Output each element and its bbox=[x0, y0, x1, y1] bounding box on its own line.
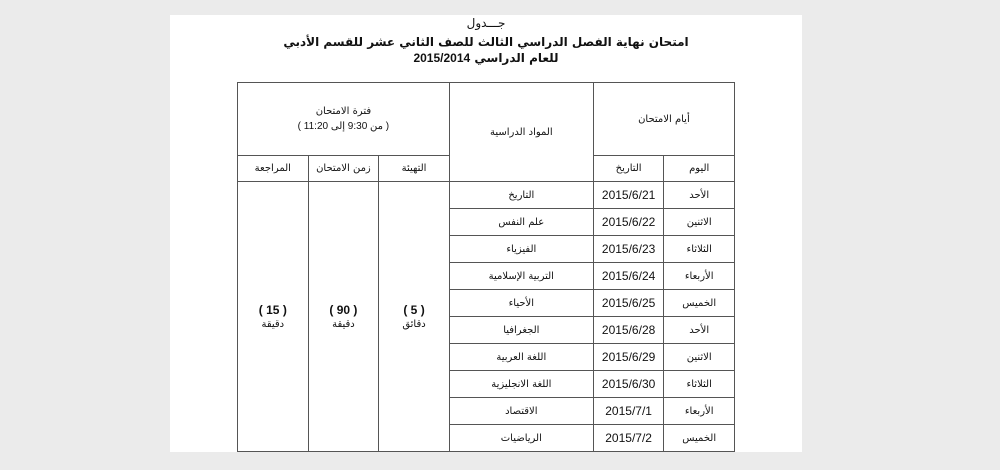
duration-value: ( 90 ) bbox=[329, 303, 358, 317]
date-cell: 2015/6/21 bbox=[593, 182, 664, 209]
exam-schedule-table bbox=[237, 82, 735, 452]
title-year: 2015/2014 bbox=[413, 51, 471, 65]
day-cell: الأحد bbox=[664, 182, 735, 209]
date-cell: 2015/6/29 bbox=[593, 344, 664, 371]
date-cell: 2015/7/1 bbox=[593, 398, 664, 425]
table-row bbox=[238, 182, 735, 209]
day-cell: الثلاثاء bbox=[664, 236, 735, 263]
preparation-value: ( 5 ) bbox=[403, 303, 425, 317]
subject-cell: التاريخ bbox=[449, 182, 593, 209]
date-cell: 2015/6/23 bbox=[593, 236, 664, 263]
header-day: اليوم bbox=[664, 156, 735, 182]
date-cell: 2015/6/24 bbox=[593, 263, 664, 290]
day-cell: الأربعاء bbox=[664, 263, 735, 290]
duration-unit: دقيقة bbox=[332, 319, 355, 330]
subject-cell: اللغة العربية bbox=[449, 344, 593, 371]
preparation-unit: دقائق bbox=[402, 319, 426, 330]
date-cell: 2015/6/22 bbox=[593, 209, 664, 236]
header-duration: زمن الامتحان bbox=[308, 156, 379, 182]
date-cell: 2015/7/2 bbox=[593, 425, 664, 452]
day-cell: الثلاثاء bbox=[664, 371, 735, 398]
subject-cell: الرياضيات bbox=[449, 425, 593, 452]
subject-cell: الفيزياء bbox=[449, 236, 593, 263]
preparation-cell bbox=[379, 182, 450, 452]
header-exam-period bbox=[238, 83, 450, 156]
day-cell: الخميس bbox=[664, 425, 735, 452]
day-cell: الخميس bbox=[664, 290, 735, 317]
header-review: المراجعة bbox=[238, 156, 309, 182]
subject-cell: علم النفس bbox=[449, 209, 593, 236]
duration-cell bbox=[308, 182, 379, 452]
subject-cell: الاقتصاد bbox=[449, 398, 593, 425]
title-word: جـــدول bbox=[466, 16, 506, 30]
period-time: ( من 9:30 إلى 11:20 ) bbox=[297, 121, 390, 132]
day-cell: الاثنين bbox=[664, 344, 735, 371]
period-title: فترة الامتحان bbox=[315, 106, 372, 117]
header-date: التاريخ bbox=[593, 156, 664, 182]
date-cell: 2015/6/30 bbox=[593, 371, 664, 398]
review-cell bbox=[238, 182, 309, 452]
subject-cell: الجغرافيا bbox=[449, 317, 593, 344]
header-preparation: التهيئة bbox=[379, 156, 450, 182]
subject-cell: التربية الإسلامية bbox=[449, 263, 593, 290]
header-row-1 bbox=[238, 83, 735, 156]
document-page bbox=[170, 15, 802, 452]
date-cell: 2015/6/28 bbox=[593, 317, 664, 344]
subject-cell: الأحياء bbox=[449, 290, 593, 317]
subject-cell: اللغة الانجليزية bbox=[449, 371, 593, 398]
header-subjects: المواد الدراسية bbox=[449, 83, 593, 182]
review-value: ( 15 ) bbox=[258, 303, 287, 317]
date-cell: 2015/6/25 bbox=[593, 290, 664, 317]
day-cell: الأربعاء bbox=[664, 398, 735, 425]
title-line-1: امتحان نهاية الفصل الدراسي الثالث للصف الثاني عشر للقسم الأدبي bbox=[283, 35, 689, 49]
day-cell: الاثنين bbox=[664, 209, 735, 236]
review-unit: دقيقة bbox=[261, 319, 285, 330]
header-exam-days: أيام الامتحان bbox=[593, 83, 734, 156]
day-cell: الأحد bbox=[664, 317, 735, 344]
title-line-2 bbox=[170, 51, 802, 65]
title-year-prefix: للعام الدراسي bbox=[474, 51, 559, 65]
